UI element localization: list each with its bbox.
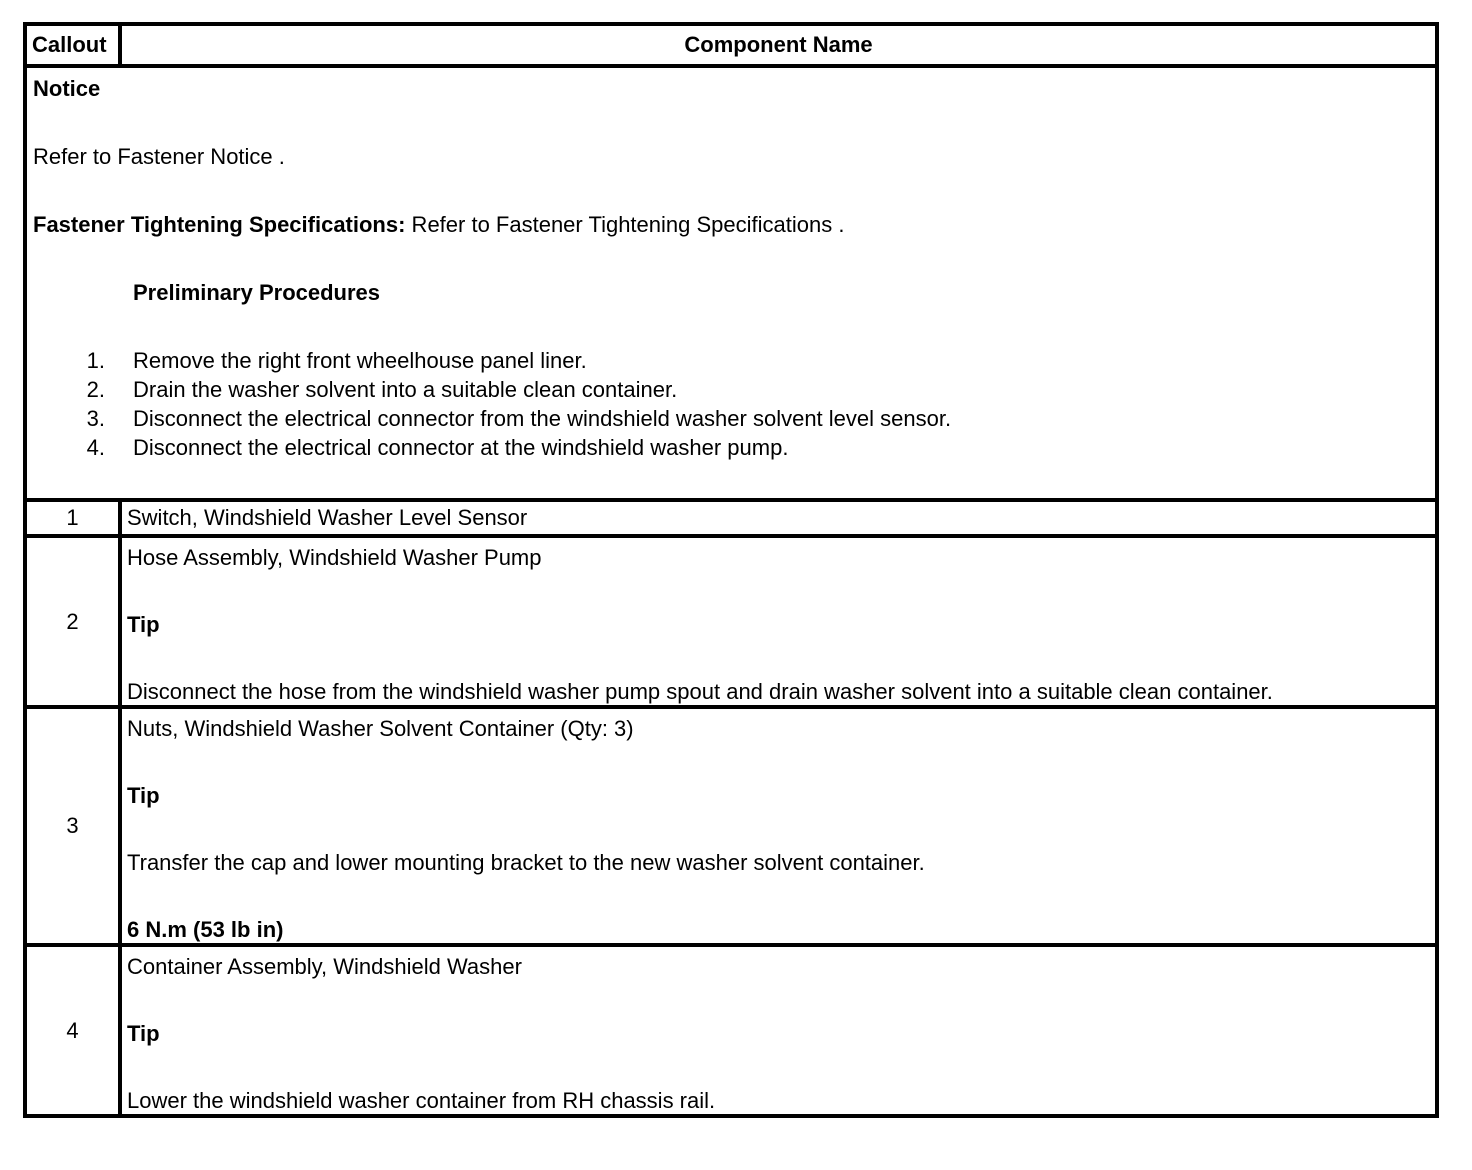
- step-text: Drain the washer solvent into a suitable clean container.: [133, 377, 678, 402]
- component-cell: [120, 707, 1437, 945]
- procedure-step: [33, 375, 1435, 404]
- step-text: Remove the right front wheelhouse panel liner.: [133, 348, 587, 373]
- fastener-notice-ref: Refer to Fastener Notice .: [33, 144, 285, 169]
- notice-title: Notice: [33, 76, 101, 101]
- tightening-spec-text: Refer to Fastener Tightening Specifications .: [405, 212, 845, 237]
- procedure-step: [33, 346, 1435, 375]
- step-number: 1.: [86, 348, 105, 373]
- component-name-header: Component Name: [120, 24, 1437, 66]
- procedure-steps: [33, 346, 1435, 462]
- notice-row: [25, 66, 1437, 500]
- component-name: Hose Assembly, Windshield Washer Pump: [127, 545, 542, 570]
- notice-cell: [25, 66, 1437, 500]
- table-row: [25, 945, 1437, 1116]
- component-table: [23, 22, 1439, 1118]
- callout-number: 2: [25, 536, 120, 707]
- tip-text: Lower the windshield washer container from RH chassis rail.: [127, 1088, 716, 1113]
- tip-label: Tip: [127, 612, 160, 637]
- tip-text: Transfer the cap and lower mounting bracket to the new washer solvent container.: [127, 850, 925, 875]
- table-row: [25, 707, 1437, 945]
- callout-number: 4: [25, 945, 120, 1116]
- component-name: Switch, Windshield Washer Level Sensor: [127, 505, 528, 530]
- tip-label: Tip: [127, 783, 160, 808]
- component-cell: [120, 945, 1437, 1116]
- table-row: [25, 500, 1437, 536]
- callout-number: 3: [25, 707, 120, 945]
- procedure-step: [33, 404, 1435, 433]
- table-row: [25, 536, 1437, 707]
- tightening-spec-label: Fastener Tightening Specifications:: [33, 212, 406, 237]
- callout-header: Callout: [25, 24, 120, 66]
- step-text: Disconnect the electrical connector from the windshield washer solvent level sensor.: [133, 406, 952, 431]
- step-number: 4.: [86, 435, 105, 460]
- component-name: Nuts, Windshield Washer Solvent Container (Qty: 3): [127, 716, 634, 741]
- tip-text: Disconnect the hose from the windshield washer pump spout and drain washer solvent into a suitable clean container.: [127, 679, 1273, 704]
- torque-spec: 6 N.m (53 lb in): [127, 917, 284, 942]
- component-name: Container Assembly, Windshield Washer: [127, 954, 522, 979]
- tightening-spec-line: [33, 212, 1435, 238]
- header-row: [25, 24, 1437, 66]
- step-text: Disconnect the electrical connector at the windshield washer pump.: [133, 435, 789, 460]
- procedure-step: [33, 433, 1435, 462]
- callout-number: 1: [25, 500, 120, 536]
- component-cell: [120, 500, 1437, 536]
- tip-label: Tip: [127, 1021, 160, 1046]
- preliminary-procedures-heading: Preliminary Procedures: [133, 280, 381, 305]
- step-number: 3.: [86, 406, 105, 431]
- component-cell: [120, 536, 1437, 707]
- step-number: 2.: [86, 377, 105, 402]
